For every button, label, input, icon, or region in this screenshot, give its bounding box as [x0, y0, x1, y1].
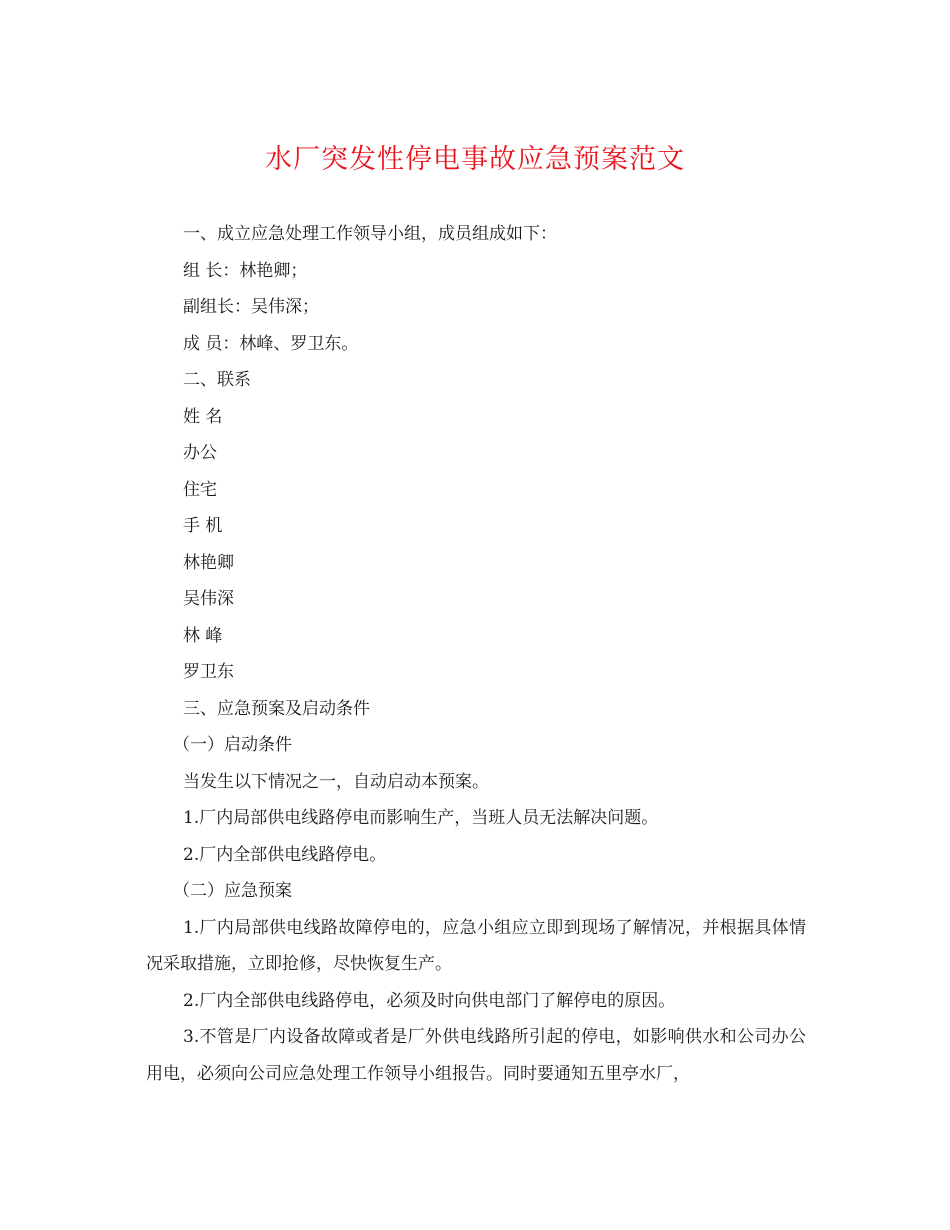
member-leader: 组 长：林艳卿；: [183, 260, 308, 281]
plan-paragraph-2: 2.厂内全部供电线路停电，必须及时向供电部门了解停电的原因。: [183, 990, 676, 1011]
contact-name: 罗卫东: [183, 662, 234, 682]
condition-intro: 当发生以下情况之一，自动启动本预案。: [183, 771, 489, 792]
contact-header-office: 办公: [183, 443, 217, 463]
subsection-heading-1: （一）启动条件: [173, 735, 292, 755]
contact-header-name: 姓 名: [183, 406, 223, 427]
condition-item-2: 2.厂内全部供电线路停电。: [183, 844, 387, 865]
condition-item-1: 1.厂内局部供电线路停电而影响生产，当班人员无法解决问题。: [183, 808, 659, 828]
subsection-heading-2: （二）应急预案: [173, 881, 292, 901]
member-members: 成 员：林峰、罗卫东。: [183, 333, 359, 354]
contact-name: 林 峰: [183, 625, 223, 646]
section-heading-2: 二、联系: [183, 370, 251, 390]
contact-name: 林艳卿: [183, 552, 234, 573]
contact-name: 吴伟深: [183, 589, 234, 609]
document-title: 水厂突发性停电事故应急预案范文: [265, 144, 685, 175]
plan-paragraph-3: 3.不管是厂内设备故障或者是厂外供电线路所引起的停电，如影响供水和公司办公用电，必须向公司应急处理工作领导小组报告。同时要通知五里亭水厂，: [146, 1027, 806, 1084]
member-deputy-leader: 副组长：吴伟深；: [183, 297, 319, 317]
document-body: [146, 216, 806, 1092]
section-heading-3: 三、应急预案及启动条件: [183, 698, 370, 719]
contact-header-mobile: 手 机: [183, 516, 223, 536]
plan-paragraph-1: 1.厂内局部供电线路故障停电的，应急小组应立即到现场了解情况，并根据具体情况采取措施，立即抢修，尽快恢复生产。: [146, 917, 806, 974]
section-heading-1: 一、成立应急处理工作领导小组，成员组成如下：: [183, 224, 557, 244]
contact-header-home: 住宅: [183, 479, 217, 500]
